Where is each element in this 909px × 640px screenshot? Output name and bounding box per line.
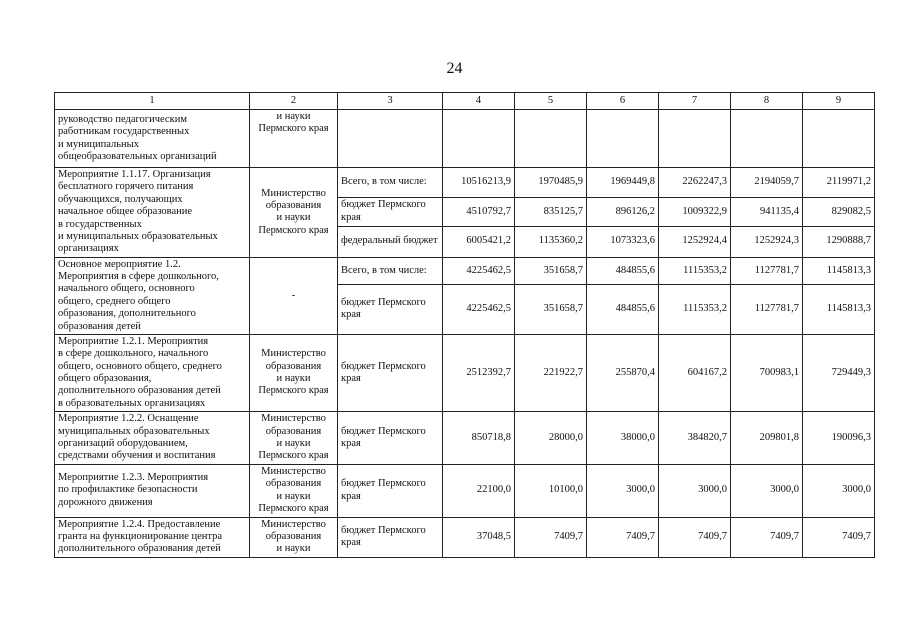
activity-name-line: работникам государственных: [58, 126, 190, 138]
funding-source: бюджет Пермского края: [338, 334, 443, 411]
activity-name-line: начального общего, основного: [58, 283, 195, 295]
executor-cell: [250, 517, 338, 557]
activity-name-line: начальное общее образование: [58, 206, 193, 218]
amount-cell: 484855,6: [587, 257, 659, 284]
activity-name-line: образования, дополнительного: [58, 308, 196, 320]
amount-cell: [587, 110, 659, 168]
executor-line: Министерство: [261, 413, 326, 425]
amount-cell: 190096,3: [803, 412, 875, 465]
activity-name-line: руководство педагогическим: [58, 113, 187, 125]
amount-cell: 7409,7: [659, 517, 731, 557]
activity-name-line: и муниципальных: [58, 138, 139, 150]
activity-name-line: в государственных: [58, 218, 142, 230]
executor-line: Министерство: [261, 348, 326, 360]
amount-cell: 1115353,2: [659, 284, 731, 334]
amount-cell: 37048,5: [443, 517, 515, 557]
activity-name-line: гранта на функционирование центра: [58, 531, 223, 542]
executor-line: Пермского края: [258, 123, 329, 135]
amount-cell: 729449,3: [803, 334, 875, 411]
activity-name-line: дополнительного образования детей: [58, 385, 221, 397]
amount-cell: 7409,7: [515, 517, 587, 557]
amount-cell: 850718,8: [443, 412, 515, 465]
amount-cell: 604167,2: [659, 334, 731, 411]
budget-table: [54, 92, 875, 558]
amount-cell: 835125,7: [515, 197, 587, 226]
executor-line: и науки: [276, 490, 311, 502]
column-header-8: 8: [731, 93, 803, 110]
executor-cell: [250, 464, 338, 517]
activity-name-line: организациях: [58, 243, 119, 255]
funding-source: бюджет Пермского края: [338, 197, 443, 226]
amount-cell: 1135360,2: [515, 226, 587, 257]
amount-cell: 1009322,9: [659, 197, 731, 226]
funding-source: Всего, в том числе:: [338, 257, 443, 284]
amount-cell: 2119971,2: [803, 168, 875, 198]
executor-line: Министерство: [261, 465, 326, 477]
amount-cell: 484855,6: [587, 284, 659, 334]
column-header-5: 5: [515, 93, 587, 110]
amount-cell: 1073323,6: [587, 226, 659, 257]
amount-cell: 38000,0: [587, 412, 659, 465]
funding-source: Всего, в том числе:: [338, 168, 443, 198]
amount-cell: 700983,1: [731, 334, 803, 411]
activity-name-line: бесплатного горячего питания: [58, 181, 194, 193]
executor-line: и науки: [276, 212, 311, 224]
amount-cell: 1969449,8: [587, 168, 659, 198]
amount-cell: 941135,4: [731, 197, 803, 226]
amount-cell: 1145813,3: [803, 284, 875, 334]
column-header-4: 4: [443, 93, 515, 110]
amount-cell: 3000,0: [803, 464, 875, 517]
amount-cell: 1127781,7: [731, 257, 803, 284]
executor-line: и науки: [276, 373, 311, 384]
amount-cell: [659, 110, 731, 168]
table-row: [55, 168, 875, 198]
executor-cell: [250, 168, 338, 258]
table-row: [55, 517, 875, 557]
activity-name: [55, 517, 250, 557]
activity-name-line: Мероприятие 1.2.1. Мероприятия: [58, 335, 209, 347]
amount-cell: 22100,0: [443, 464, 515, 517]
amount-cell: 384820,7: [659, 412, 731, 465]
activity-name-line: дополнительного образования детей: [58, 543, 221, 555]
amount-cell: [515, 110, 587, 168]
amount-cell: 3000,0: [659, 464, 731, 517]
activity-name-line: образования детей: [58, 320, 141, 332]
column-header-6: 6: [587, 93, 659, 110]
amount-cell: 7409,7: [731, 517, 803, 557]
page-number: 24: [446, 60, 463, 77]
amount-cell: [731, 110, 803, 168]
activity-name-line: средствами обучения и воспитания: [58, 450, 216, 462]
column-header-7: 7: [659, 93, 731, 110]
amount-cell: 351658,7: [515, 284, 587, 334]
executor-cell: [250, 412, 338, 465]
amount-cell: 4225462,5: [443, 257, 515, 284]
table-row: [55, 257, 875, 284]
amount-cell: 3000,0: [731, 464, 803, 517]
activity-name-line: по профилактике безопасности: [58, 484, 198, 496]
amount-cell: 10516213,9: [443, 168, 515, 198]
column-header-2: 2: [250, 93, 338, 110]
activity-name-line: общеобразовательных организаций: [58, 150, 217, 162]
activity-name: [55, 168, 250, 258]
executor-line: образования: [265, 531, 322, 542]
amount-cell: 255870,4: [587, 334, 659, 411]
activity-name-line: Мероприятия в сфере дошкольного,: [58, 271, 219, 282]
activity-name-line: в сфере дошкольного, начального: [58, 348, 209, 360]
executor-line: образования: [265, 478, 322, 490]
executor-line: и науки: [276, 543, 311, 555]
amount-cell: 351658,7: [515, 257, 587, 284]
amount-cell: 2194059,7: [731, 168, 803, 198]
amount-cell: [443, 110, 515, 168]
funding-source: федеральный бюджет: [338, 226, 443, 257]
executor-cell: [250, 110, 338, 168]
activity-name-line: организаций оборудованием,: [58, 437, 188, 449]
executor-line: Пермского края: [258, 385, 329, 397]
activity-name-line: обучающихся, получающих: [58, 193, 183, 205]
amount-cell: 4225462,5: [443, 284, 515, 334]
executor-line: Министерство: [261, 518, 326, 530]
amount-cell: 1970485,9: [515, 168, 587, 198]
amount-cell: 4510792,7: [443, 197, 515, 226]
amount-cell: 1252924,3: [731, 226, 803, 257]
executor-line: образования: [265, 360, 322, 372]
amount-cell: 1127781,7: [731, 284, 803, 334]
funding-source: бюджет Пермского края: [338, 464, 443, 517]
executor-cell: [250, 257, 338, 334]
executor-line: Министерство: [261, 187, 326, 199]
table-row: [55, 412, 875, 465]
executor-line: Пермского края: [258, 450, 329, 462]
activity-name-line: в образовательных организациях: [58, 397, 206, 409]
table-body: [55, 110, 875, 558]
amount-cell: 2262247,3: [659, 168, 731, 198]
amount-cell: 209801,8: [731, 412, 803, 465]
amount-cell: 10100,0: [515, 464, 587, 517]
activity-name-line: Основное мероприятие 1.2.: [58, 258, 181, 270]
activity-name-line: общего образования,: [58, 373, 152, 384]
table-header-row: [55, 93, 875, 110]
table-row: [55, 464, 875, 517]
activity-name-line: Мероприятие 1.2.4. Предоставление: [58, 518, 221, 530]
executor-line: Пермского края: [258, 224, 329, 236]
activity-name: [55, 257, 250, 334]
funding-source: бюджет Пермского края: [338, 284, 443, 334]
activity-name-line: Мероприятие 1.2.2. Оснащение: [58, 413, 199, 425]
activity-name: [55, 110, 250, 168]
table-row: [55, 110, 875, 168]
column-header-9: 9: [803, 93, 875, 110]
executor-line: Пермского края: [258, 503, 329, 514]
executor-line: образования: [265, 425, 322, 437]
activity-name: [55, 464, 250, 517]
column-header-3: 3: [338, 93, 443, 110]
executor-cell: [250, 334, 338, 411]
activity-name-line: дорожного движения: [58, 496, 153, 508]
amount-cell: 1252924,4: [659, 226, 731, 257]
activity-name: [55, 334, 250, 411]
amount-cell: 3000,0: [587, 464, 659, 517]
amount-cell: 829082,5: [803, 197, 875, 226]
executor-line: -: [291, 289, 296, 301]
amount-cell: 1145813,3: [803, 257, 875, 284]
executor-line: и науки: [276, 437, 311, 449]
amount-cell: [803, 110, 875, 168]
activity-name-line: Мероприятие 1.2.3. Мероприятия: [58, 472, 209, 484]
funding-source: бюджет Пермского края: [338, 517, 443, 557]
amount-cell: 7409,7: [803, 517, 875, 557]
executor-line: и науки: [276, 111, 311, 122]
amount-cell: 221922,7: [515, 334, 587, 411]
amount-cell: 896126,2: [587, 197, 659, 226]
activity-name-line: общего, основного общего, среднего: [58, 360, 222, 372]
amount-cell: 1290888,7: [803, 226, 875, 257]
amount-cell: 28000,0: [515, 412, 587, 465]
activity-name-line: Мероприятие 1.1.17. Организация: [58, 169, 211, 180]
activity-name-line: и муниципальных образовательных: [58, 230, 218, 242]
funding-source: бюджет Пермского края: [338, 412, 443, 465]
executor-line: образования: [265, 199, 322, 211]
amount-cell: 1115353,2: [659, 257, 731, 284]
activity-name: [55, 412, 250, 465]
activity-name-line: общего, среднего общего: [58, 295, 171, 307]
table-row: [55, 334, 875, 411]
activity-name-line: муниципальных образовательных: [58, 425, 210, 437]
funding-source: [338, 110, 443, 168]
amount-cell: 7409,7: [587, 517, 659, 557]
amount-cell: 2512392,7: [443, 334, 515, 411]
amount-cell: 6005421,2: [443, 226, 515, 257]
column-header-1: 1: [55, 93, 250, 110]
